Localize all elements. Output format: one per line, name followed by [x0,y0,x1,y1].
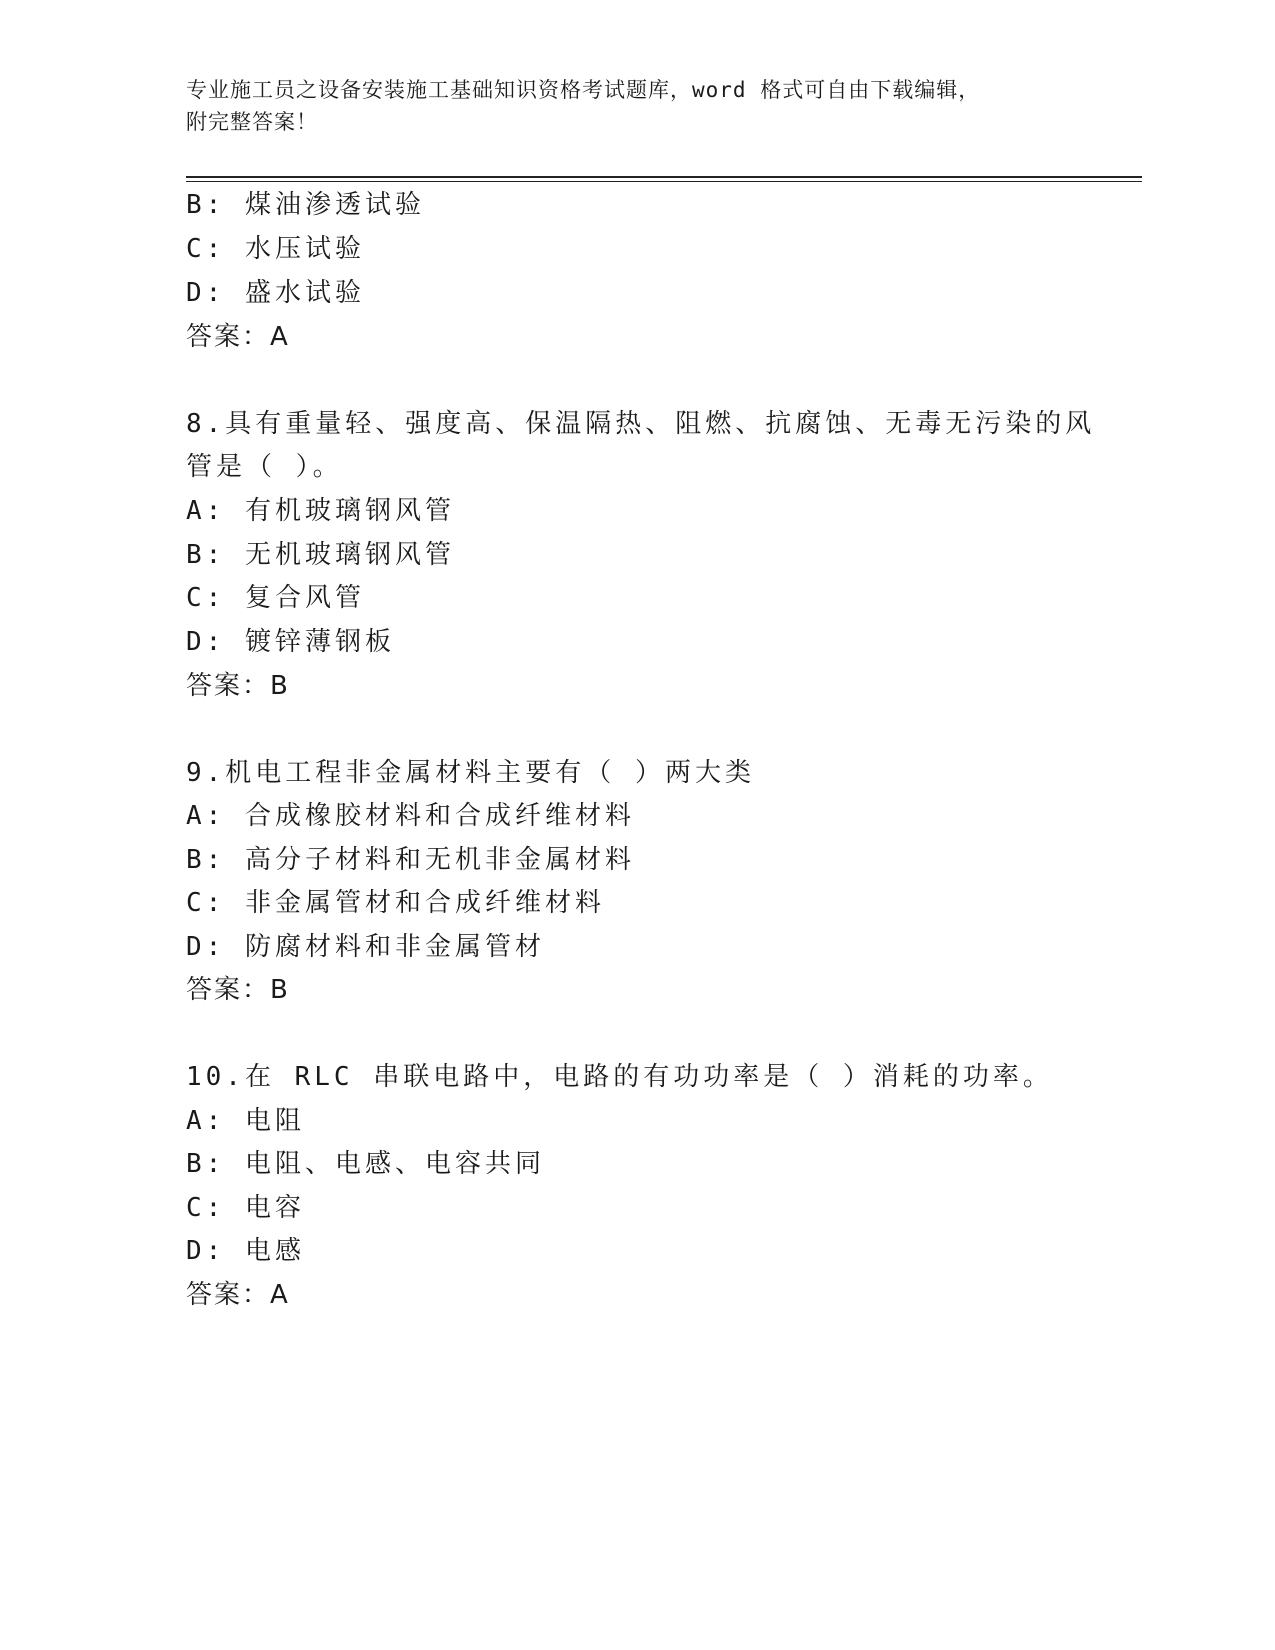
q8-stem-line-1: 8.具有重量轻、强度高、保温隔热、阻燃、抗腐蚀、无毒无污染的风 [186,409,1096,439]
q10-option-c: C: 电容 [186,1193,305,1223]
q8-answer: 答案：B [186,671,290,701]
q8-option-d: D: 镀锌薄钢板 [186,627,395,657]
q8-option-b: B: 无机玻璃钢风管 [186,540,455,570]
q9-answer: 答案：B [186,975,290,1005]
q7-option-d: D: 盛水试验 [186,278,365,308]
q9-option-c: C: 非金属管材和合成纤维材料 [186,888,605,918]
header-divider-thin [186,181,1142,182]
q9-option-a: A: 合成橡胶材料和合成纤维材料 [186,801,635,831]
q9-option-b: B: 高分子材料和无机非金属材料 [186,845,635,875]
q8-stem-line-2: 管是（ ）。 [186,452,343,482]
q10-option-a: A: 电阻 [186,1106,305,1136]
q10-option-d: D: 电感 [186,1236,305,1266]
q7-option-b: B: 煤油渗透试验 [186,190,425,220]
q9-stem: 9.机电工程非金属材料主要有（ ）两大类 [186,758,755,788]
header-line-2: 附完整答案！ [186,110,318,134]
header-divider [186,176,1142,178]
q10-option-b: B: 电阻、电感、电容共同 [186,1149,545,1179]
q8-option-a: A: 有机玻璃钢风管 [186,496,455,526]
q10-stem: 10.在 RLC 串联电路中，电路的有功功率是（ ）消耗的功率。 [186,1062,1053,1092]
q10-answer: 答案：A [186,1280,290,1310]
q9-option-d: D: 防腐材料和非金属管材 [186,932,545,962]
q7-answer: 答案：A [186,322,290,352]
q8-option-c: C: 复合风管 [186,583,365,613]
header-line-1: 专业施工员之设备安装施工基础知识资格考试题库，word 格式可自由下载编辑， [186,78,981,102]
q7-option-c: C: 水压试验 [186,234,365,264]
document-header [186,74,1086,138]
